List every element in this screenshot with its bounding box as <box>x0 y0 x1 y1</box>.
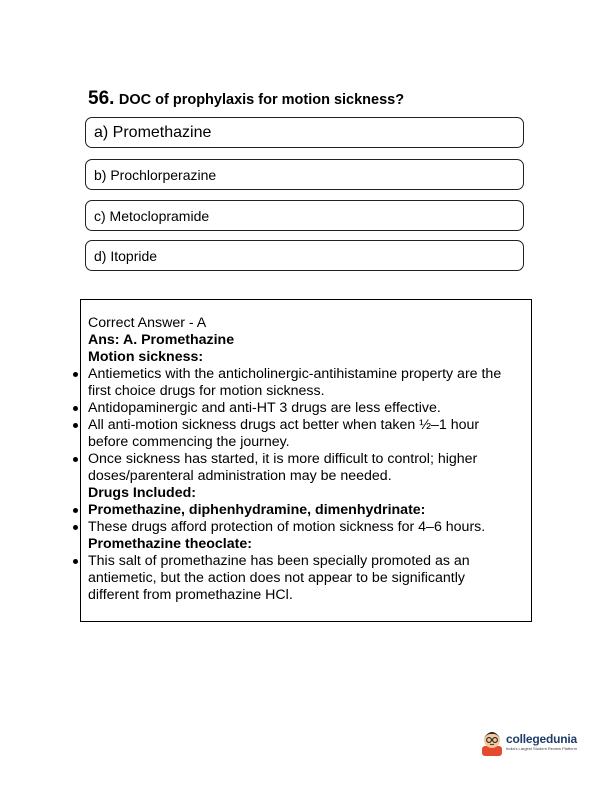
collegedunia-logo <box>480 728 577 756</box>
brand-name: collegedunia <box>506 732 577 746</box>
answer-explanation <box>88 315 518 604</box>
option-b[interactable]: b) Prochlorperazine <box>85 159 524 190</box>
brand-tagline: India's Largest Student Review Platform <box>506 746 578 751</box>
bullet-item: All anti-motion sickness drugs act better when taken ½–1 hour before commencing the journey. <box>88 417 518 451</box>
option-d[interactable]: d) Itopride <box>85 240 524 271</box>
bullet-item: These drugs afford protection of motion sickness for 4–6 hours. <box>88 519 518 536</box>
student-mascot-icon <box>480 728 504 756</box>
bullet-item: This salt of promethazine has been specially promoted as an antiemetic, but the action does not appear to be significantly different from promethazine HCl. <box>88 553 518 604</box>
bullet-item: Antiemetics with the anticholinergic-antihistamine property are the first choice drugs for motion sickness. <box>88 366 518 400</box>
option-a[interactable]: a) Promethazine <box>85 117 524 148</box>
heading-motion-sickness: Motion sickness: <box>88 349 204 365</box>
option-c[interactable]: c) Metoclopramide <box>85 200 524 231</box>
bullet-item: Once sickness has started, it is more difficult to control; higher doses/parenteral administration may be needed. <box>88 451 518 485</box>
answer-line: Ans: A. Promethazine <box>88 332 235 348</box>
question-header <box>88 88 404 110</box>
bullet-item: Promethazine, diphenhydramine, dimenhydrinate: <box>88 502 518 519</box>
heading-promethazine-theoclate: Promethazine theoclate: <box>88 536 252 552</box>
correct-answer: Correct Answer - A <box>88 315 207 331</box>
heading-drugs-included: Drugs Included: <box>88 485 196 501</box>
question-text: DOC of prophylaxis for motion sickness? <box>118 92 405 108</box>
bullet-item: Antidopaminergic and anti-HT 3 drugs are less effective. <box>88 400 518 417</box>
question-number: 56. <box>88 88 115 109</box>
